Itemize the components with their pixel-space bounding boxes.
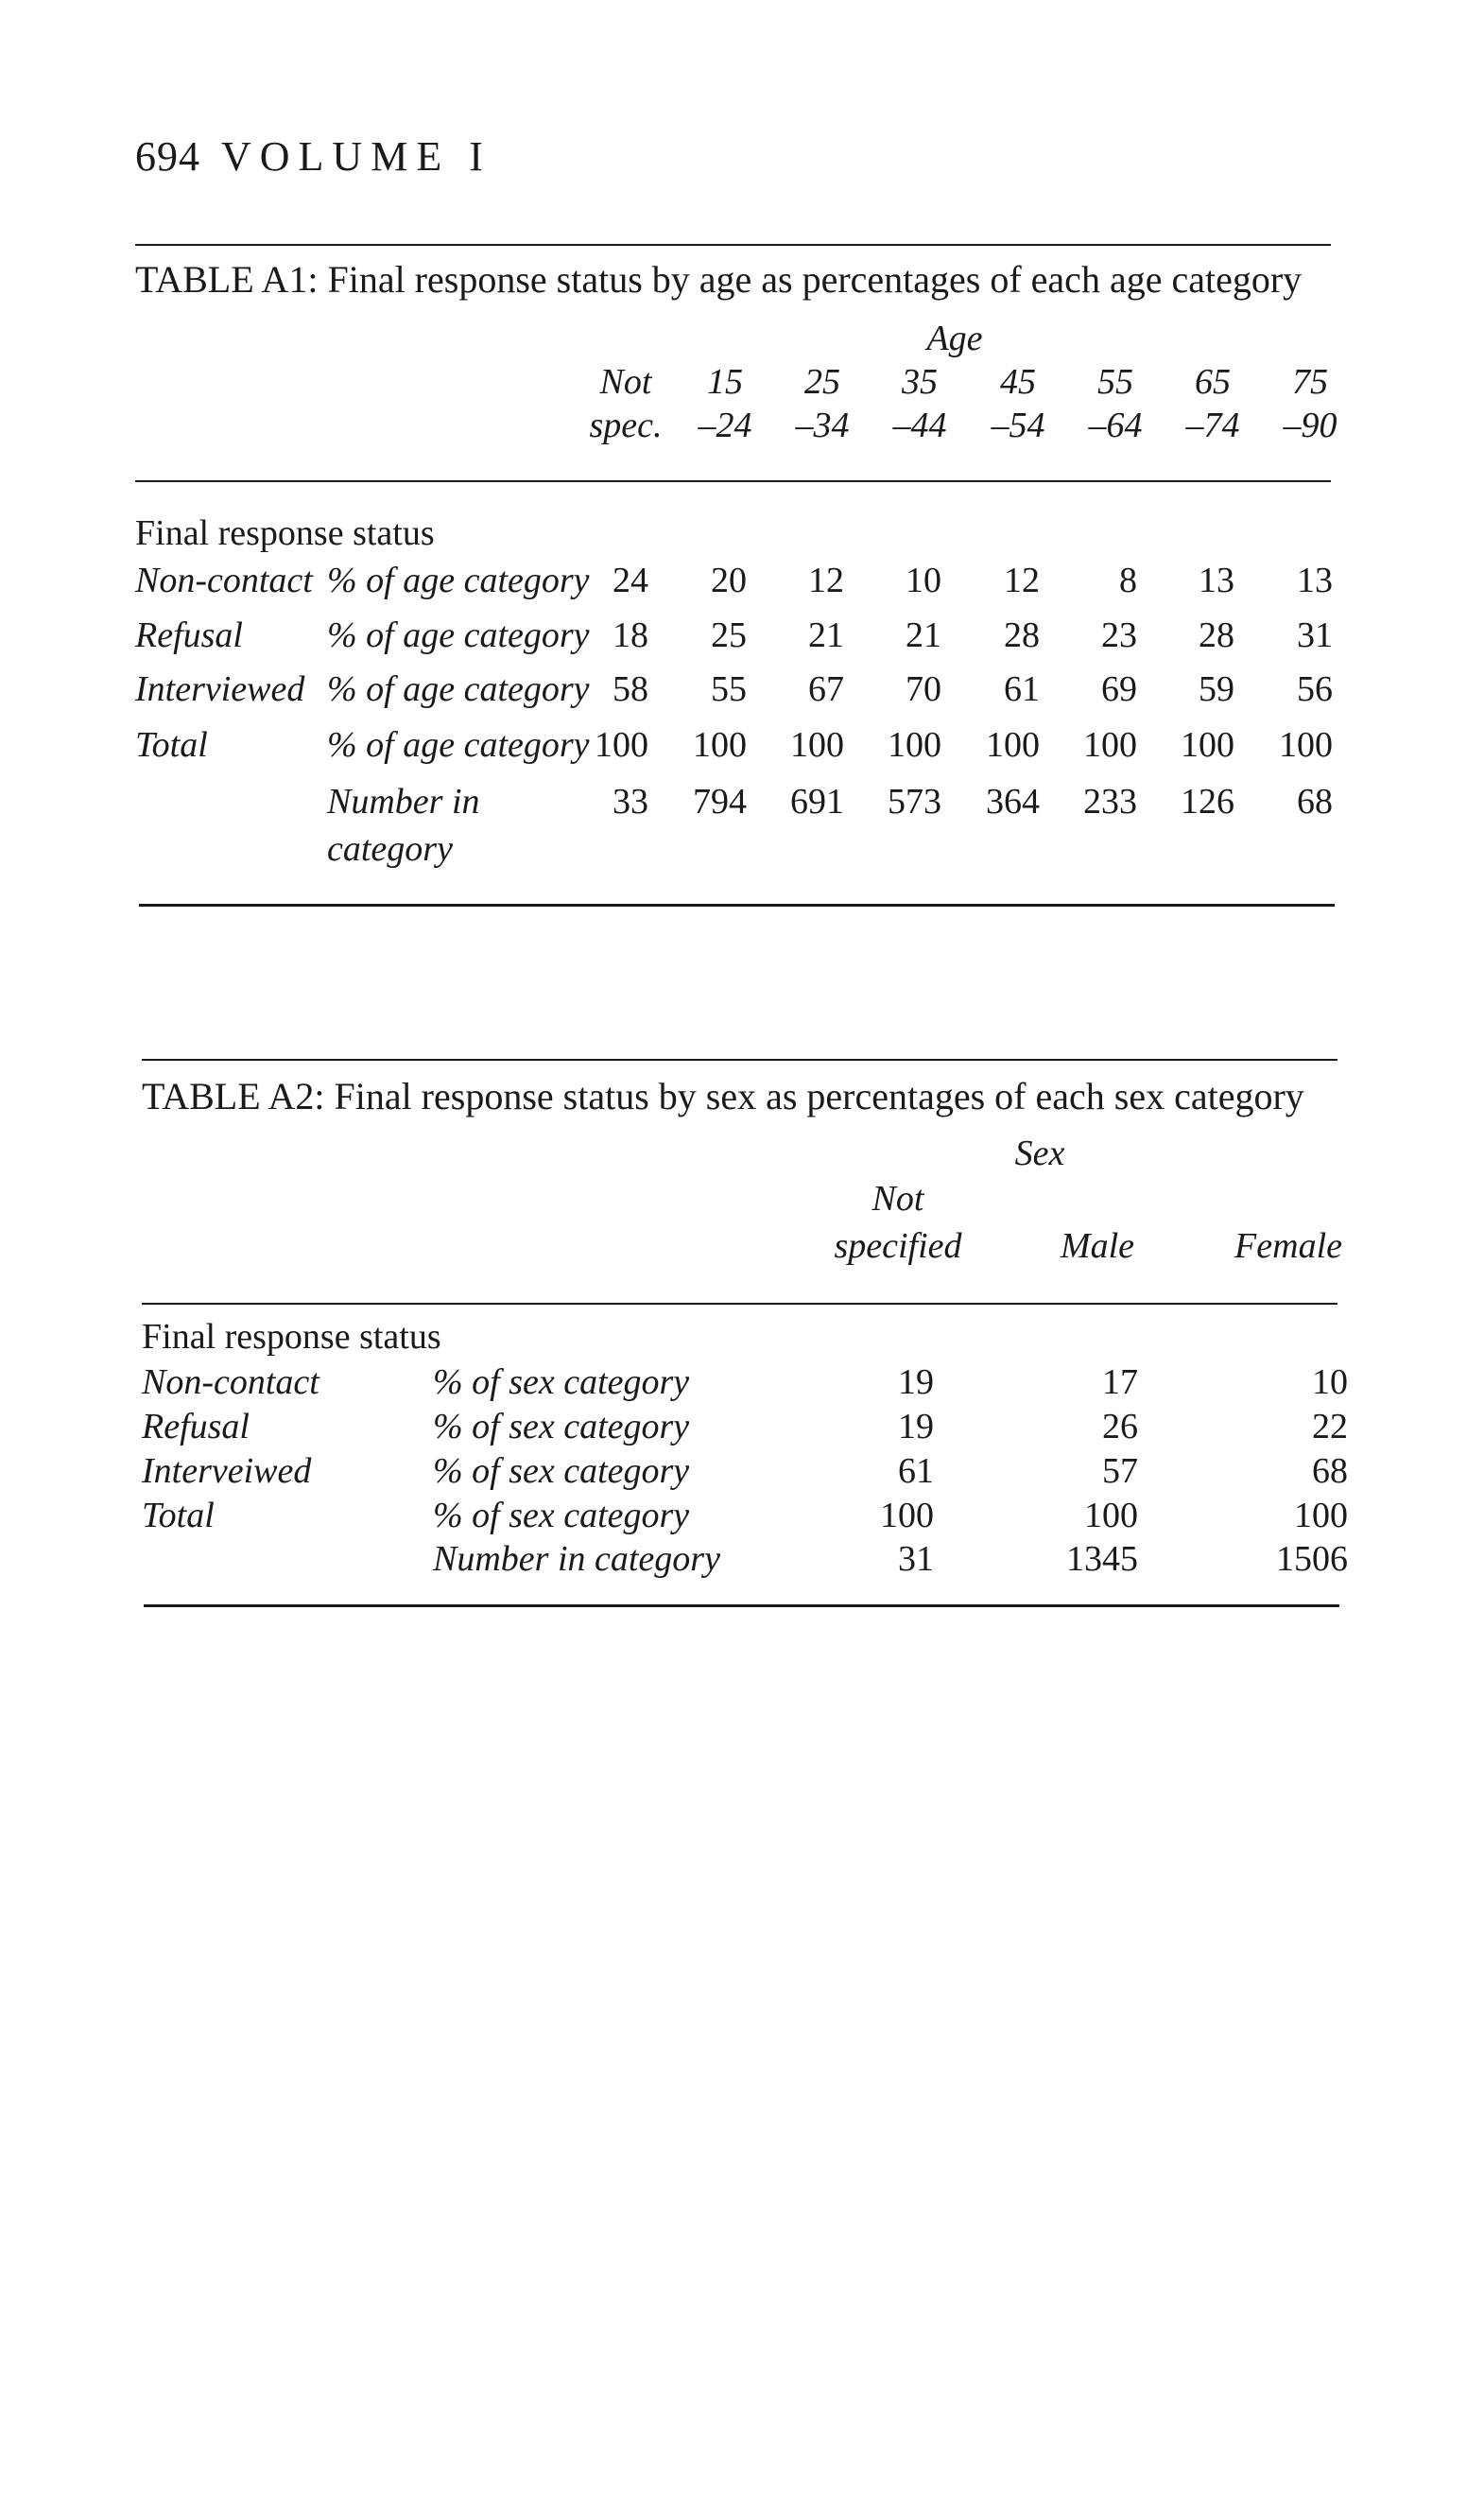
- row-measure: Number in: [327, 782, 480, 822]
- table-cell: 100: [1083, 725, 1137, 765]
- table-cell: 10: [906, 561, 941, 600]
- table-cell: 794: [693, 782, 747, 822]
- row-measure: % of age category: [327, 615, 590, 655]
- column-header-top: 15: [707, 362, 743, 402]
- table-cell: 58: [613, 669, 648, 709]
- table-cell: 21: [808, 615, 844, 655]
- column-header-top: 45: [1000, 362, 1036, 402]
- table-cell: 21: [906, 615, 941, 655]
- column-header-bottom: –54: [991, 406, 1045, 445]
- row-measure: % of sex category: [433, 1362, 690, 1402]
- volume-label: VOLUME I: [221, 133, 492, 180]
- table-cell: 19: [898, 1362, 934, 1402]
- row-measure: % of age category: [327, 725, 590, 765]
- table-cell: 68: [1312, 1451, 1348, 1491]
- table-cell: 17: [1102, 1362, 1138, 1402]
- table-cell: 19: [898, 1407, 934, 1446]
- table-a1-top-rule: [135, 244, 1331, 246]
- column-header-bottom: specified: [834, 1226, 962, 1266]
- table-cell: 25: [711, 615, 747, 655]
- table-cell: 22: [1312, 1407, 1348, 1446]
- row-label: Refusal: [135, 615, 243, 655]
- table-cell: 31: [898, 1539, 934, 1579]
- row-measure-cont: category: [327, 829, 453, 869]
- table-cell: 100: [1279, 725, 1333, 765]
- table-a2-bottom-rule: [144, 1604, 1339, 1607]
- table-a1-bottom-rule: [139, 904, 1335, 907]
- row-measure: % of age category: [327, 669, 590, 709]
- table-a2-top-rule: [142, 1059, 1337, 1061]
- table-cell: 13: [1199, 561, 1234, 600]
- table-a1-title: TABLE A1: Final response status by age as percentages of each age category: [135, 258, 1303, 301]
- table-cell: 100: [1084, 1496, 1138, 1535]
- table-cell: 10: [1312, 1362, 1348, 1402]
- column-header-top: 25: [804, 362, 840, 402]
- table-cell: 233: [1083, 782, 1137, 822]
- table-a2-title: TABLE A2: Final response status by sex as percentages of each sex category: [142, 1075, 1304, 1117]
- row-label: Total: [142, 1496, 215, 1535]
- table-cell: 1506: [1276, 1539, 1348, 1579]
- table-cell: 1345: [1066, 1539, 1138, 1579]
- table-cell: 100: [1181, 725, 1234, 765]
- row-label: Interveiwed: [142, 1451, 312, 1491]
- row-measure: % of sex category: [433, 1451, 690, 1491]
- table-a2-group-header: Sex: [1014, 1134, 1065, 1173]
- table-a1-section-label: Final response status: [135, 513, 435, 553]
- column-header-bottom: Male: [1060, 1226, 1134, 1266]
- table-cell: 33: [613, 782, 648, 822]
- column-header-bottom: –90: [1283, 406, 1337, 445]
- table-cell: 364: [986, 782, 1040, 822]
- column-header-bottom: –34: [795, 406, 850, 445]
- row-measure: Number in category: [433, 1539, 720, 1579]
- table-cell: 126: [1181, 782, 1234, 822]
- table-a1-group-header: Age: [926, 319, 983, 358]
- column-header-bottom: –44: [892, 406, 947, 445]
- table-cell: 12: [808, 561, 844, 600]
- column-header-bottom: spec.: [589, 406, 663, 445]
- table-cell: 573: [888, 782, 941, 822]
- column-header-top: Not: [599, 362, 652, 402]
- table-cell: 100: [986, 725, 1040, 765]
- table-cell: 24: [613, 561, 648, 600]
- table-cell: 100: [790, 725, 844, 765]
- table-cell: 69: [1101, 669, 1137, 709]
- table-cell: 18: [613, 615, 648, 655]
- table-cell: 26: [1102, 1407, 1138, 1446]
- table-cell: 100: [595, 725, 648, 765]
- table-cell: 56: [1297, 669, 1333, 709]
- table-cell: 57: [1102, 1451, 1138, 1491]
- row-label: Non-contact: [135, 561, 313, 600]
- table-a2-header-rule: [142, 1303, 1337, 1305]
- column-header-top: 35: [902, 362, 938, 402]
- column-header-bottom: –24: [698, 406, 752, 445]
- table-cell: 8: [1119, 561, 1137, 600]
- column-header-top: 75: [1292, 362, 1328, 402]
- table-cell: 23: [1101, 615, 1137, 655]
- table-cell: 61: [898, 1451, 934, 1491]
- row-measure: % of sex category: [433, 1407, 690, 1446]
- column-header-bottom: Female: [1234, 1226, 1342, 1266]
- page-number: 694: [135, 133, 200, 180]
- table-cell: 13: [1297, 561, 1333, 600]
- table-cell: 28: [1004, 615, 1040, 655]
- table-cell: 70: [906, 669, 941, 709]
- row-label: Non-contact: [142, 1362, 319, 1402]
- table-cell: 68: [1297, 782, 1333, 822]
- column-header-bottom: –64: [1088, 406, 1143, 445]
- table-cell: 100: [1294, 1496, 1348, 1535]
- table-cell: 28: [1199, 615, 1234, 655]
- column-header-top: 65: [1195, 362, 1231, 402]
- row-label: Refusal: [142, 1407, 250, 1446]
- table-cell: 100: [693, 725, 747, 765]
- row-label: Total: [135, 725, 208, 765]
- table-cell: 12: [1004, 561, 1040, 600]
- table-cell: 691: [790, 782, 844, 822]
- column-header-top: 55: [1097, 362, 1133, 402]
- row-measure: % of sex category: [433, 1496, 690, 1535]
- table-cell: 55: [711, 669, 747, 709]
- page-header: [135, 132, 492, 181]
- row-measure: % of age category: [327, 561, 590, 600]
- table-cell: 20: [711, 561, 747, 600]
- column-header-bottom: –74: [1185, 406, 1240, 445]
- table-cell: 59: [1199, 669, 1234, 709]
- row-label: Interviewed: [135, 669, 305, 709]
- table-a1-header-rule: [135, 480, 1331, 482]
- table-cell: 100: [888, 725, 941, 765]
- table-cell: 67: [808, 669, 844, 709]
- column-header-top: Not: [871, 1179, 924, 1219]
- table-cell: 61: [1004, 669, 1040, 709]
- table-cell: 31: [1297, 615, 1333, 655]
- table-a2-section-label: Final response status: [142, 1317, 441, 1357]
- table-cell: 100: [880, 1496, 934, 1535]
